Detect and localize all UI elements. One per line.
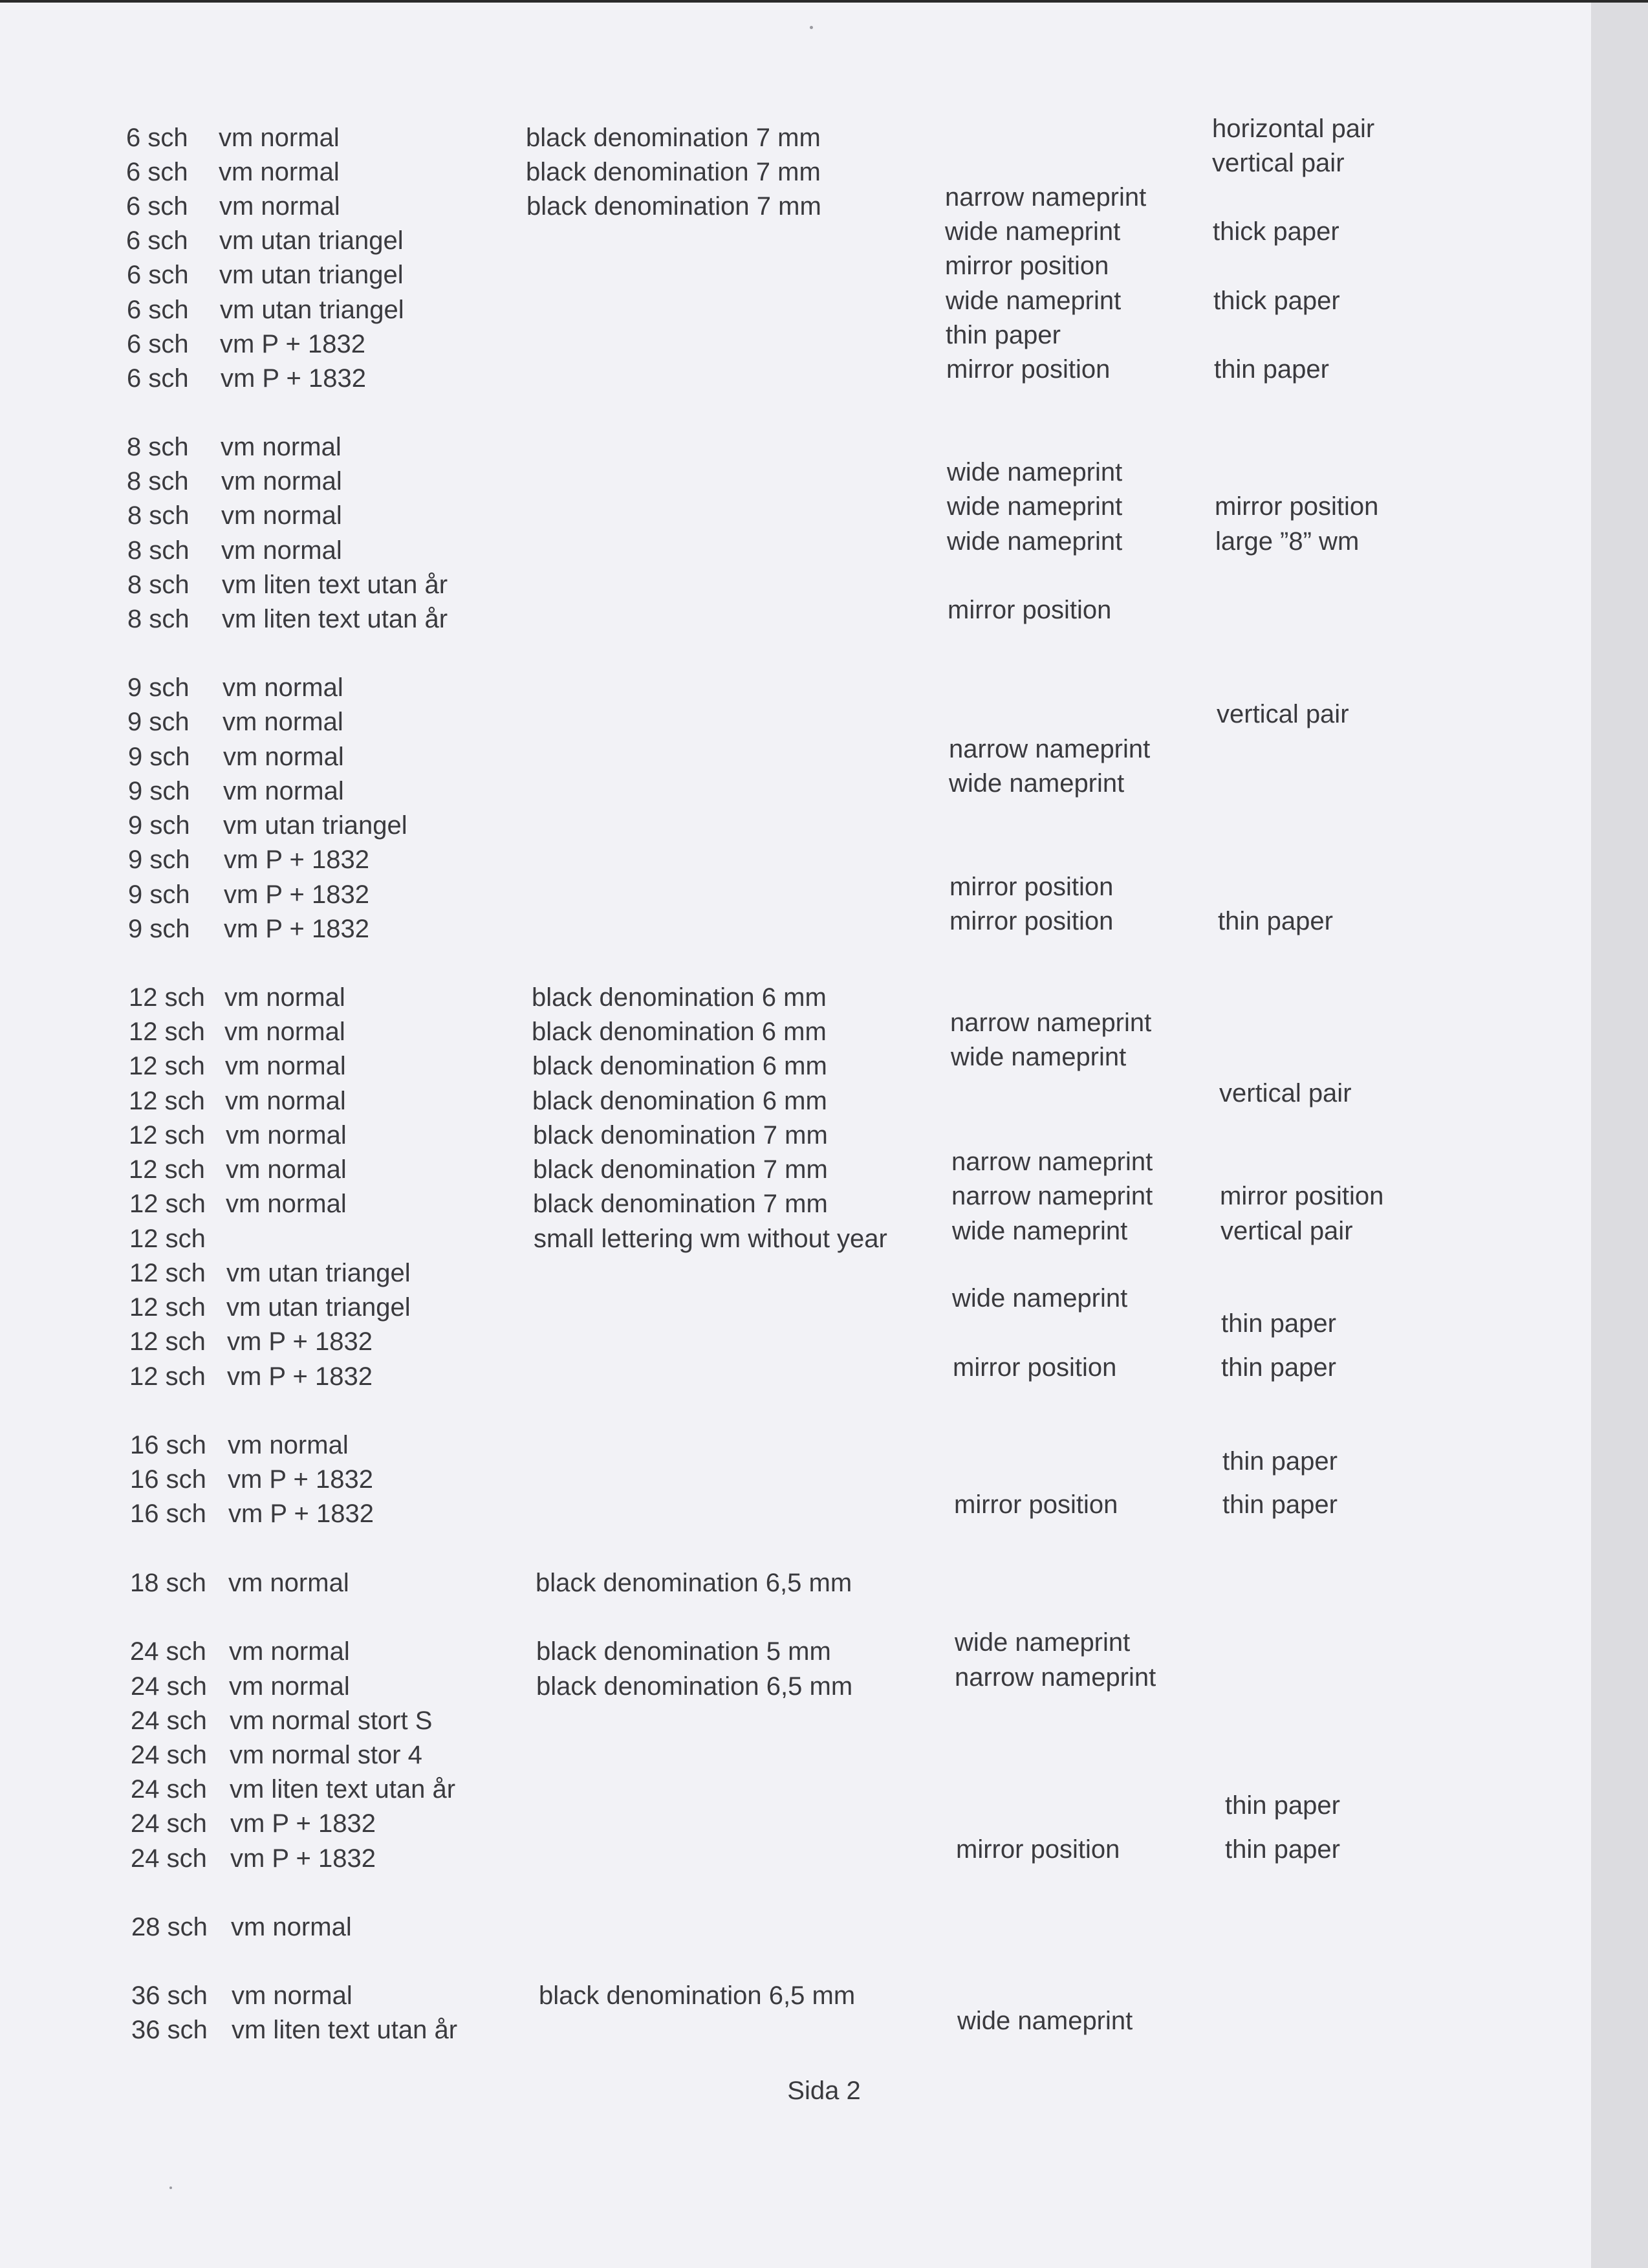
row-note: thin paper <box>1222 1447 1338 1476</box>
row-note: thin paper <box>1225 1835 1340 1864</box>
row-description: black denomination 6,5 mm <box>536 1672 853 1701</box>
paper-speck <box>810 26 813 29</box>
row-watermark: vm P + 1832 <box>227 1327 373 1356</box>
stamp-listing <box>0 3 1591 2268</box>
row-note: horizontal pair <box>1212 114 1375 143</box>
row-nameprint: wide nameprint <box>947 458 1123 486</box>
row-nameprint: wide nameprint <box>951 1043 1127 1071</box>
row-watermark: vm normal <box>228 1431 349 1459</box>
row-denomination: 12 sch <box>129 1087 205 1115</box>
row-note: vertical pair <box>1217 700 1349 728</box>
row-nameprint: wide nameprint <box>955 1628 1131 1657</box>
row-watermark: vm normal <box>221 536 342 565</box>
row-description: black denomination 5 mm <box>536 1637 831 1666</box>
row-watermark: vm normal <box>228 1569 349 1597</box>
row-denomination: 6 sch <box>127 330 189 358</box>
row-denomination: 24 sch <box>131 1672 207 1701</box>
row-nameprint: mirror position <box>949 907 1114 935</box>
row-denomination: 12 sch <box>129 1362 206 1391</box>
row-nameprint: mirror position <box>946 355 1111 384</box>
row-description: black denomination 7 mm <box>526 192 821 221</box>
row-nameprint: wide nameprint <box>946 287 1122 315</box>
row-watermark: vm utan triangel <box>226 1293 411 1322</box>
row-watermark: vm P + 1832 <box>230 1809 376 1838</box>
row-denomination: 8 sch <box>127 536 190 565</box>
row-watermark: vm utan triangel <box>223 811 407 840</box>
row-watermark: vm normal <box>221 501 342 530</box>
row-denomination: 12 sch <box>129 1327 206 1356</box>
row-denomination: 9 sch <box>128 777 190 805</box>
row-nameprint: wide nameprint <box>949 769 1125 798</box>
row-denomination: 24 sch <box>130 1637 206 1666</box>
row-denomination: 12 sch <box>129 1052 205 1080</box>
row-nameprint: narrow nameprint <box>950 1009 1152 1037</box>
row-denomination: 12 sch <box>129 1225 206 1253</box>
row-denomination: 16 sch <box>130 1431 206 1459</box>
row-denomination: 6 sch <box>127 364 189 393</box>
row-denomination: 24 sch <box>131 1809 207 1838</box>
row-denomination: 9 sch <box>127 708 190 736</box>
row-denomination: 12 sch <box>129 1190 206 1218</box>
scanner-bed-strip <box>1591 3 1648 2268</box>
row-nameprint: wide nameprint <box>947 527 1123 556</box>
row-watermark: vm normal <box>221 467 342 496</box>
row-watermark: vm normal <box>223 743 344 771</box>
row-denomination: 9 sch <box>128 880 190 909</box>
row-watermark: vm P + 1832 <box>230 1844 376 1873</box>
paper-speck <box>169 2186 172 2189</box>
row-nameprint: wide nameprint <box>945 217 1121 246</box>
row-watermark: vm normal <box>225 1087 346 1115</box>
row-denomination: 8 sch <box>127 433 189 461</box>
row-nameprint: wide nameprint <box>957 2007 1133 2035</box>
row-denomination: 9 sch <box>127 673 190 702</box>
row-description: black denomination 6,5 mm <box>536 1569 852 1597</box>
row-description: black denomination 7 mm <box>533 1155 828 1184</box>
row-watermark: vm normal stort S <box>230 1706 433 1735</box>
row-description: black denomination 6 mm <box>532 1087 827 1115</box>
row-note: thick paper <box>1213 217 1339 246</box>
row-denomination: 16 sch <box>130 1465 206 1494</box>
row-watermark: vm normal <box>231 1913 352 1941</box>
row-denomination: 24 sch <box>131 1706 207 1735</box>
row-watermark: vm normal <box>224 983 345 1012</box>
row-denomination: 12 sch <box>129 1259 206 1287</box>
row-watermark: vm normal <box>219 158 340 186</box>
row-nameprint: narrow nameprint <box>949 735 1151 763</box>
row-watermark: vm normal <box>219 124 340 152</box>
row-denomination: 12 sch <box>129 1155 205 1184</box>
row-watermark: vm P + 1832 <box>224 845 369 874</box>
row-denomination: 24 sch <box>131 1844 207 1873</box>
row-nameprint: narrow nameprint <box>955 1663 1156 1692</box>
row-denomination: 6 sch <box>126 124 188 152</box>
row-watermark: vm utan triangel <box>226 1259 411 1287</box>
row-denomination: 8 sch <box>127 605 190 633</box>
row-watermark: vm P + 1832 <box>221 364 366 393</box>
row-denomination: 36 sch <box>131 1981 208 2010</box>
row-description: black denomination 6 mm <box>532 983 827 1012</box>
row-watermark: vm normal <box>222 673 343 702</box>
row-nameprint: mirror position <box>956 1835 1120 1864</box>
row-note: thick paper <box>1213 287 1340 315</box>
row-watermark: vm P + 1832 <box>224 880 369 909</box>
row-description: small lettering wm without year <box>534 1225 887 1253</box>
row-nameprint: mirror position <box>949 873 1114 901</box>
row-description: black denomination 7 mm <box>533 1121 828 1150</box>
row-note: mirror position <box>1220 1182 1384 1210</box>
row-note: vertical pair <box>1219 1079 1352 1107</box>
row-denomination: 36 sch <box>131 2016 208 2044</box>
row-nameprint: mirror position <box>948 596 1112 624</box>
row-watermark: vm normal <box>224 1018 345 1046</box>
row-description: black denomination 6 mm <box>532 1018 827 1046</box>
row-denomination: 8 sch <box>127 467 189 496</box>
row-description: black denomination 7 mm <box>533 1190 828 1218</box>
row-watermark: vm normal <box>226 1155 347 1184</box>
row-note: thin paper <box>1225 1791 1340 1820</box>
row-denomination: 24 sch <box>131 1775 207 1804</box>
row-watermark: vm normal <box>221 433 342 461</box>
row-denomination: 9 sch <box>128 915 190 943</box>
row-denomination: 6 sch <box>127 296 189 324</box>
row-note: thin paper <box>1222 1490 1338 1519</box>
row-note: large ”8” wm <box>1215 527 1360 556</box>
row-denomination: 6 sch <box>127 261 189 289</box>
row-watermark: vm P + 1832 <box>220 330 365 358</box>
row-denomination: 8 sch <box>127 571 190 599</box>
row-watermark: vm P + 1832 <box>228 1499 374 1528</box>
row-denomination: 12 sch <box>129 1293 206 1322</box>
row-nameprint: wide nameprint <box>947 492 1123 521</box>
row-watermark: vm liten text utan år <box>232 2016 458 2044</box>
row-watermark: vm normal <box>232 1981 352 2010</box>
row-watermark: vm P + 1832 <box>224 915 369 943</box>
row-denomination: 9 sch <box>128 811 190 840</box>
paper-sheet <box>0 3 1591 2268</box>
row-nameprint: wide nameprint <box>952 1284 1128 1313</box>
row-nameprint: narrow nameprint <box>945 183 1147 212</box>
row-watermark: vm normal <box>229 1637 350 1666</box>
row-denomination: 16 sch <box>130 1499 206 1528</box>
row-denomination: 6 sch <box>126 158 188 186</box>
row-watermark: vm normal <box>223 777 344 805</box>
row-watermark: vm P + 1832 <box>227 1362 373 1391</box>
row-denomination: 28 sch <box>131 1913 208 1941</box>
row-watermark: vm normal <box>229 1672 350 1701</box>
row-watermark: vm normal <box>225 1052 346 1080</box>
row-denomination: 6 sch <box>126 192 188 221</box>
row-denomination: 9 sch <box>128 743 190 771</box>
row-nameprint: mirror position <box>945 252 1109 280</box>
row-note: vertical pair <box>1220 1217 1353 1245</box>
row-description: black denomination 7 mm <box>526 158 821 186</box>
row-watermark: vm utan triangel <box>220 296 404 324</box>
row-watermark: vm liten text utan år <box>222 605 448 633</box>
row-nameprint: wide nameprint <box>952 1217 1128 1245</box>
row-watermark: vm liten text utan år <box>222 571 448 599</box>
row-note: thin paper <box>1221 1353 1336 1382</box>
row-nameprint: mirror position <box>954 1490 1118 1519</box>
row-denomination: 24 sch <box>131 1741 207 1769</box>
row-note: thin paper <box>1214 355 1329 384</box>
row-watermark: vm normal <box>226 1121 347 1150</box>
row-denomination: 12 sch <box>129 1018 205 1046</box>
row-denomination: 12 sch <box>129 983 205 1012</box>
row-watermark: vm liten text utan år <box>230 1775 456 1804</box>
row-denomination: 12 sch <box>129 1121 205 1150</box>
page-number: Sida 2 <box>787 2077 861 2105</box>
row-watermark: vm utan triangel <box>219 261 404 289</box>
row-nameprint: mirror position <box>953 1353 1117 1382</box>
row-description: black denomination 6,5 mm <box>539 1981 856 2010</box>
row-denomination: 8 sch <box>127 501 190 530</box>
row-denomination: 6 sch <box>126 226 188 255</box>
row-watermark: vm normal <box>226 1190 347 1218</box>
row-watermark: vm utan triangel <box>219 226 404 255</box>
row-note: vertical pair <box>1212 149 1345 177</box>
row-note: thin paper <box>1221 1309 1336 1338</box>
row-denomination: 9 sch <box>128 845 190 874</box>
row-nameprint: narrow nameprint <box>951 1182 1153 1210</box>
row-description: black denomination 6 mm <box>532 1052 827 1080</box>
row-nameprint: narrow nameprint <box>951 1148 1153 1176</box>
row-watermark: vm normal stor 4 <box>230 1741 422 1769</box>
row-description: black denomination 7 mm <box>526 124 821 152</box>
row-watermark: vm P + 1832 <box>228 1465 373 1494</box>
row-note: mirror position <box>1215 492 1379 521</box>
row-note: thin paper <box>1218 907 1333 935</box>
row-denomination: 18 sch <box>130 1569 206 1597</box>
row-watermark: vm normal <box>222 708 343 736</box>
row-nameprint: thin paper <box>946 321 1061 349</box>
row-watermark: vm normal <box>219 192 340 221</box>
